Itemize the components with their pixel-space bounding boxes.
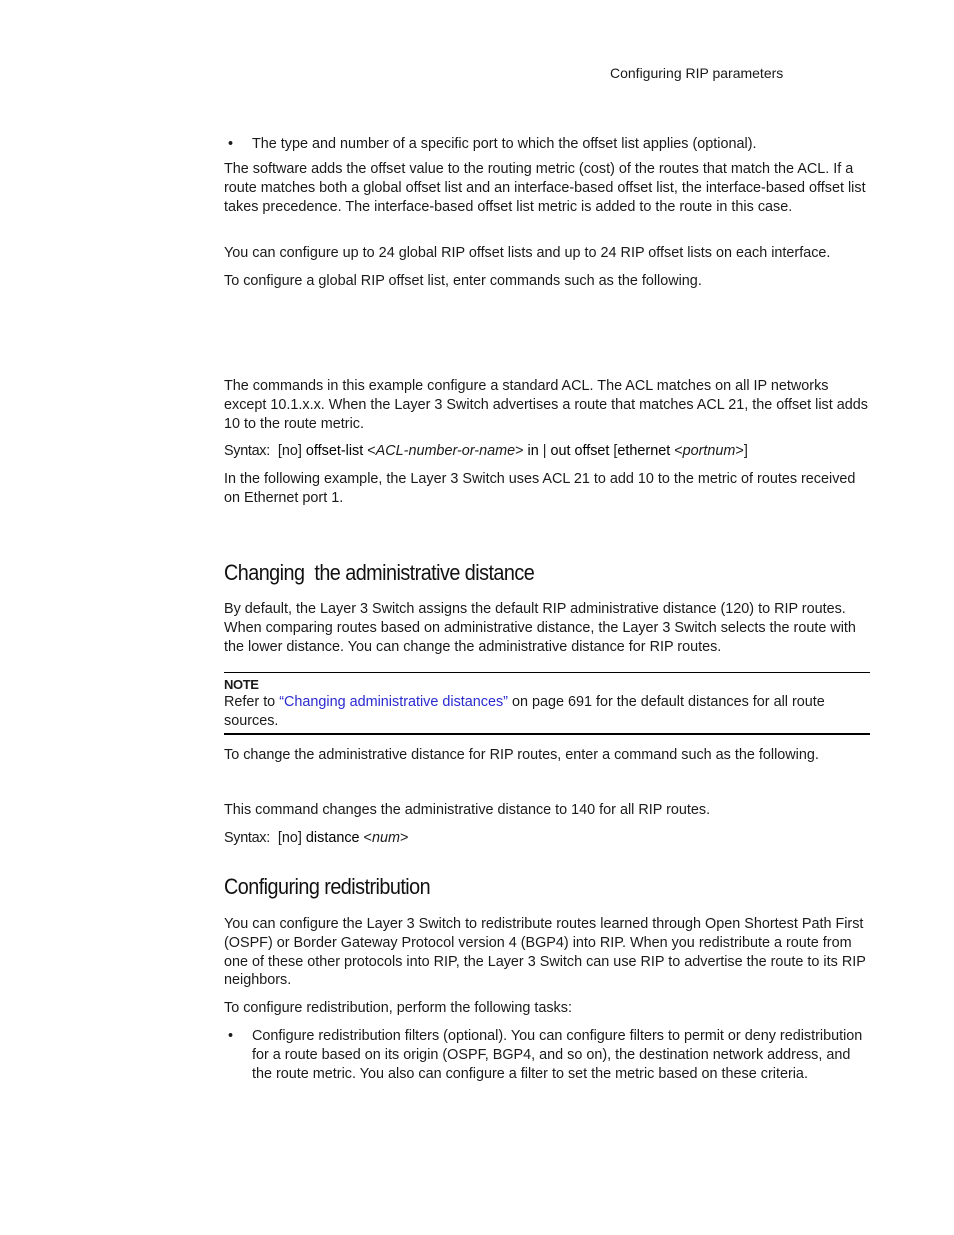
syntax-arg-open: < <box>367 443 376 459</box>
syntax-arg: ACL-number-or-name <box>375 443 516 459</box>
bullet-icon: • <box>228 1028 234 1044</box>
offset-adds-paragraph: The software adds the offset value to the routing metric (cost) of the routes that match the ACL. If a route matches both a global offset list and an interface-based offset list, the interface-based offset list takes precedence. The interface-based offset list metric is added to the route in this case. <box>224 161 866 215</box>
syntax-port-open: < <box>674 443 683 459</box>
distance-syntax <box>224 829 408 848</box>
syntax-cmd: distance <box>305 830 360 846</box>
admin-default-paragraph: By default, the Layer 3 Switch assigns the default RIP administrative distance (120) to RIP routes. When comparing routes based on administrative distance, the Layer 3 Switch selects the route with the lower distance. You can change the administrative distance for RIP routes. <box>224 601 856 655</box>
bullet-icon: • <box>228 136 234 152</box>
redistribution-intro-paragraph: You can configure the Layer 3 Switch to redistribute routes learned through Open Shortest Path First (OSPF) or Border Gateway Protocol version 4 (BGP4) into RIP. When you redistribute a route from one of these other protocols into RIP, the Layer 3 Switch can use RIP to advertise the route to its RIP neighbors. <box>224 916 866 989</box>
syntax-label: Syntax: <box>224 830 270 846</box>
syntax-cmd: offset-list <box>305 443 364 459</box>
bullet-port-item <box>224 135 872 154</box>
redistribution-tasks-paragraph: To configure redistribution, perform the following tasks: <box>224 1000 572 1016</box>
admin-distance-heading: Changing the administrative distance <box>224 560 535 585</box>
syntax-arg: num <box>371 830 400 846</box>
syntax-port-close: >] <box>735 443 748 459</box>
bullet-port-text: The type and number of a specific port to which the offset list applies (optional). <box>252 136 757 152</box>
syntax-offset: offset <box>574 443 610 459</box>
offset-example-paragraph: The commands in this example configure a standard ACL. The ACL matches on all IP networks except 10.1.x.x. When the Layer 3 Switch advertises a route that matches ACL 21, the offset list adds 10 to the route metric. <box>224 378 868 432</box>
note-bottom-rule <box>224 733 870 735</box>
syntax-no: [no] <box>277 443 302 459</box>
admin-change-paragraph: To change the administrative distance for RIP routes, enter a command such as the following. <box>224 747 819 763</box>
note-xref-link[interactable]: “Changing administrative distances” <box>279 694 508 710</box>
syntax-out: out <box>550 443 571 459</box>
offset-following-paragraph: In the following example, the Layer 3 Switch uses ACL 21 to add 10 to the metric of routes received on Ethernet port 1. <box>224 471 856 506</box>
syntax-arg-close: > <box>515 443 524 459</box>
syntax-in: in <box>527 443 539 459</box>
bullet-filters-text: Configure redistribution filters (optional). You can configure filters to permit or deny redistribution for a route based on its origin (OSPF, BGP4, and so on), the destination network address, and the route metric. You also can configure a filter to set the metric based on these criteria. <box>252 1028 863 1082</box>
syntax-arg-close: > <box>399 830 409 846</box>
offset-limit-paragraph: You can configure up to 24 global RIP offset lists and up to 24 RIP offset lists on each interface. <box>224 245 831 261</box>
running-header: Configuring RIP parameters <box>610 65 784 81</box>
note-prefix: Refer to <box>224 694 280 710</box>
syntax-label: Syntax: <box>224 443 270 459</box>
note-text <box>224 693 864 731</box>
bullet-filters-item <box>224 1027 872 1083</box>
syntax-sep: | <box>542 443 547 459</box>
offset-configure-paragraph: To configure a global RIP offset list, enter commands such as the following. <box>224 273 702 289</box>
syntax-no: [no] <box>277 830 302 846</box>
admin-result-paragraph: This command changes the administrative distance to 140 for all RIP routes. <box>224 802 711 818</box>
syntax-bracket-open: [ <box>613 443 618 459</box>
syntax-ethernet: ethernet <box>617 443 671 459</box>
note-label: NOTE <box>224 677 259 692</box>
syntax-port: portnum <box>682 443 736 459</box>
redistribution-heading: Configuring redistribution <box>224 874 431 899</box>
syntax-arg-open: < <box>363 830 372 846</box>
offset-list-syntax <box>224 442 748 461</box>
note-top-rule <box>224 672 870 673</box>
note-suffix: on page 691 for the default distances for all route sources. <box>224 694 825 729</box>
